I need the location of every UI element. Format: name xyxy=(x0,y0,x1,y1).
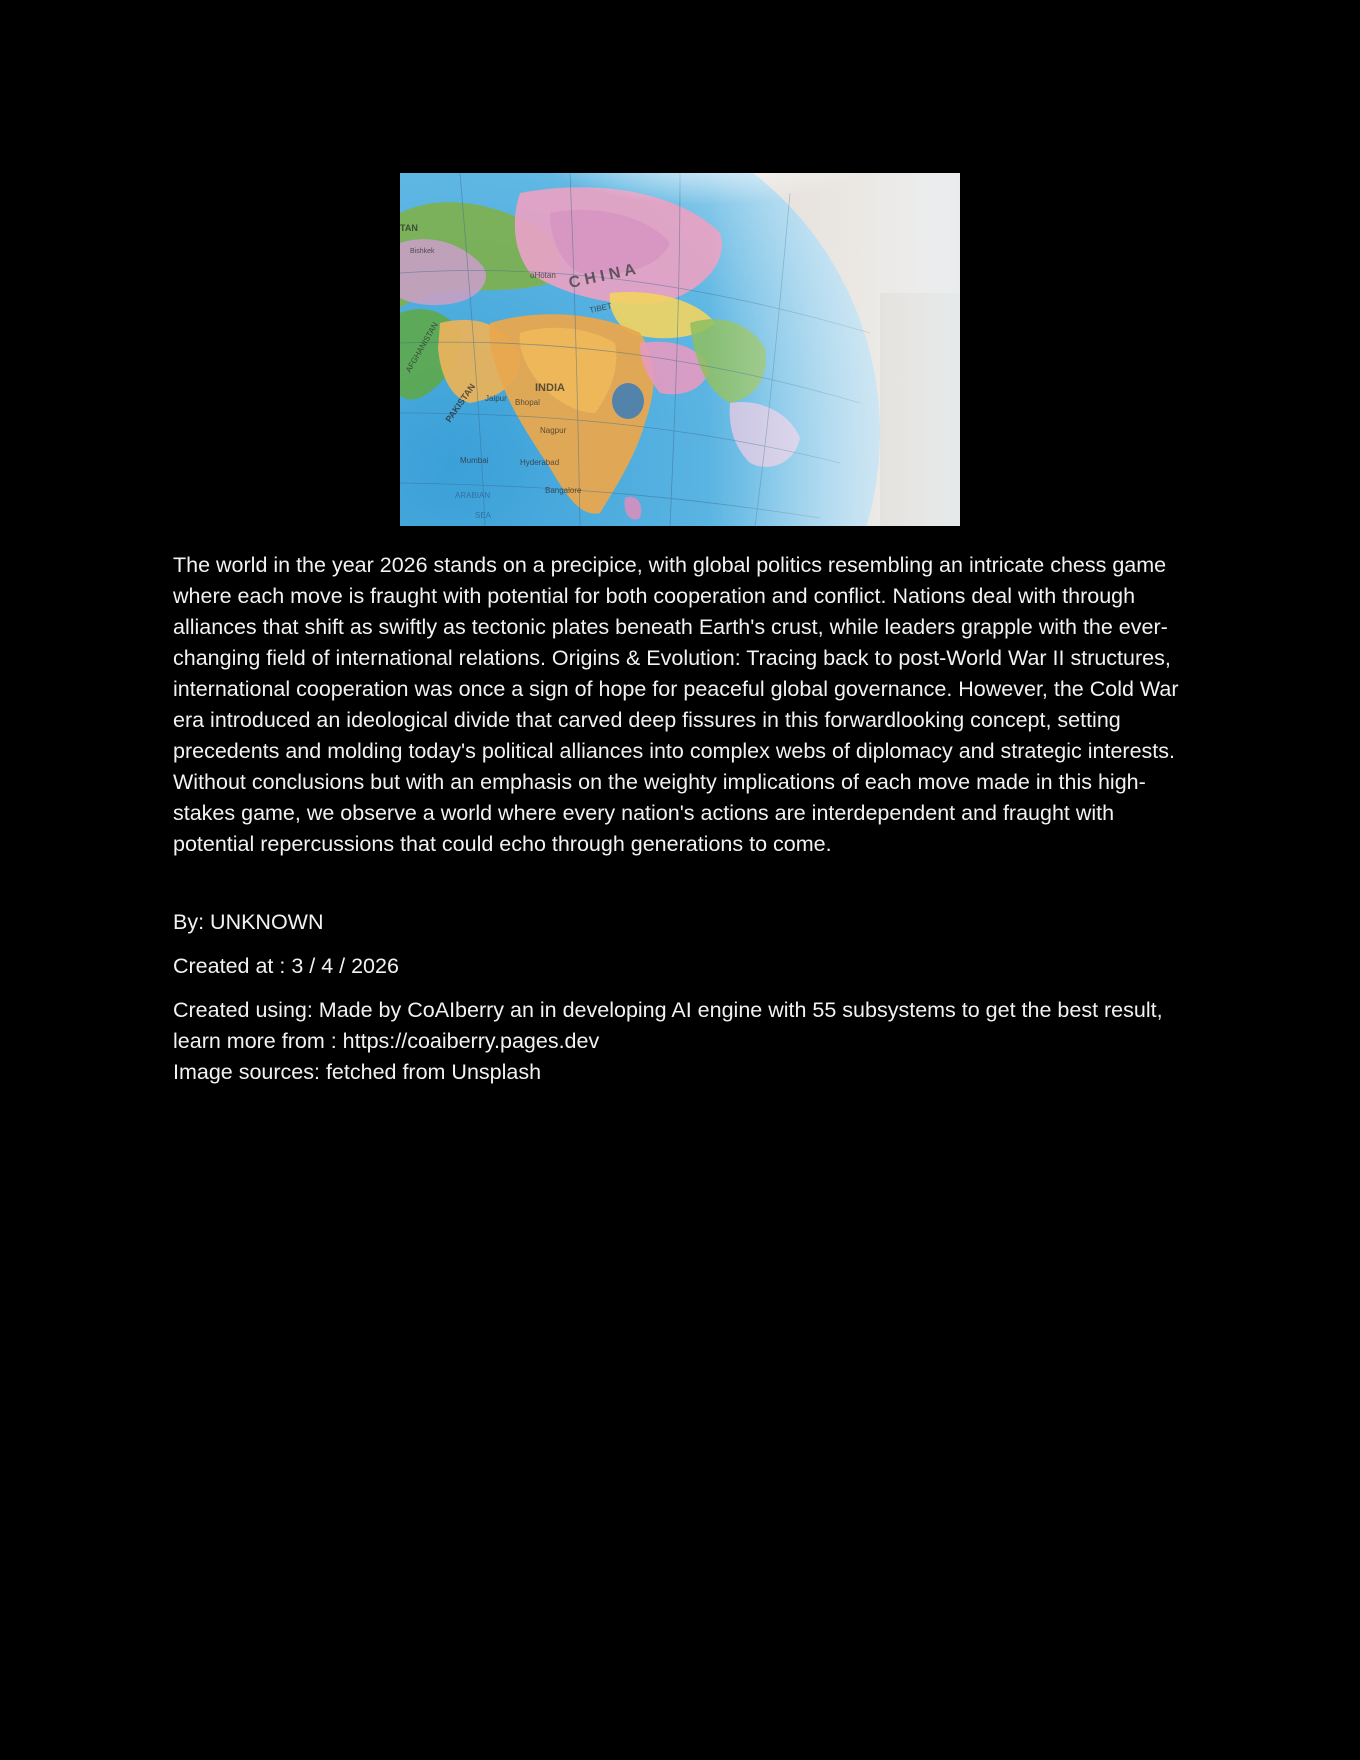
article-content xyxy=(173,550,1193,1088)
created-using-credit: Created using: Made by CoAIberry an in developing AI engine with 55 subsystems to get the best result, learn more from : https://coaiberry.pages.dev xyxy=(173,998,1163,1053)
image-sources: Image sources: fetched from Unsplash xyxy=(173,1060,542,1084)
created-at: Created at : 3 / 4 / 2026 xyxy=(173,954,399,978)
globe-photo xyxy=(400,173,960,526)
byline: By: UNKNOWN xyxy=(173,910,324,934)
article-body: The world in the year 2026 stands on a precipice, with global politics resembling an intricate chess game where each move is fraught with potential for both cooperation and conflict. Nations deal with through alliances that shift as swiftly as tectonic plates beneath Earth's crust, while leaders grapple with the ever-changing field of international relations. Origins & Evolution: Tracing back to post-World War II structures, international cooperation was once a sign of hope for peaceful global governance. However, the Cold War era introduced an ideological divide that carved deep fissures in this forwardlooking concept, setting precedents and molding today's political alliances into complex webs of diplomacy and strategic interests. Without conclusions but with an emphasis on the weighty implications of each move made in this high-stakes game, we observe a world where every nation's actions are interdependent and fraught with potential repercussions that could echo through generations to come. xyxy=(173,553,1179,856)
